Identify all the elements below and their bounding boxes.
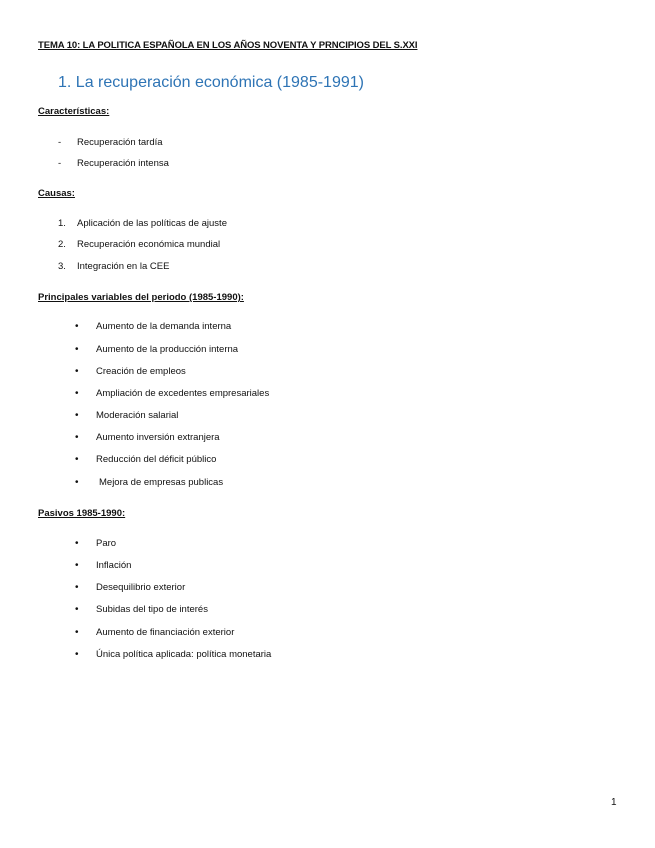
bullet-marker: • — [75, 538, 79, 549]
list-item-text: Recuperación intensa — [77, 158, 169, 169]
list-item-text: Aumento inversión extranjera — [96, 432, 220, 443]
dash-marker: - — [58, 158, 62, 169]
list-item — [75, 388, 269, 399]
section-heading-text: La recuperación económica (1985-1991) — [75, 74, 364, 91]
list-item-text: Integración en la CEE — [77, 261, 170, 272]
list-number: 1. — [58, 218, 66, 229]
list-item-text: Aumento de la producción interna — [96, 344, 239, 355]
pasivos-label: Pasivos 1985-1990: — [38, 508, 126, 519]
list-item-text: Aplicación de las políticas de ajuste — [77, 218, 227, 229]
list-item-text: Paro — [96, 538, 117, 549]
list-item — [58, 137, 163, 148]
list-item — [75, 410, 178, 421]
list-item — [58, 218, 227, 229]
list-item-text: Recuperación tardía — [77, 137, 163, 148]
bullet-marker: • — [75, 649, 79, 660]
list-item-text: Moderación salarial — [96, 410, 179, 421]
bullet-marker: • — [75, 410, 79, 421]
bullet-marker: • — [75, 388, 79, 399]
list-item-text: Recuperación económica mundial — [77, 239, 221, 250]
list-item — [75, 627, 234, 638]
list-item — [75, 321, 231, 332]
bullet-marker: • — [75, 604, 79, 615]
bullet-marker: • — [75, 366, 79, 377]
bullet-marker: • — [75, 344, 79, 355]
document-title: TEMA 10: LA POLITICA ESPAÑOLA EN LOS AÑOS NOVENTA Y PRNCIPIOS DEL S.XXI — [38, 40, 418, 51]
list-item — [58, 261, 169, 272]
bullet-marker: • — [75, 321, 79, 332]
list-item-text: Mejora de empresas publicas — [99, 477, 224, 488]
section-heading — [58, 74, 364, 92]
list-item-text: Subidas del tipo de interés — [96, 604, 208, 615]
bullet-marker: • — [75, 627, 79, 638]
bullet-marker: • — [75, 454, 79, 465]
list-item-text: Inflación — [96, 560, 132, 571]
list-item — [75, 432, 220, 443]
list-item-text: Aumento de financiación exterior — [96, 627, 235, 638]
list-item-text: Aumento de la demanda interna — [96, 321, 232, 332]
bullet-marker: • — [75, 432, 79, 443]
bullet-marker: • — [75, 477, 79, 488]
page-number: 1 — [611, 797, 617, 808]
list-item — [58, 158, 169, 169]
list-item — [75, 366, 186, 377]
list-item-text: Única política aplicada: política monetaria — [96, 649, 272, 660]
list-item — [75, 477, 223, 488]
dash-marker: - — [58, 137, 62, 148]
list-number: 3. — [58, 261, 66, 272]
list-item — [75, 560, 131, 571]
list-item — [75, 344, 238, 355]
list-item-text: Ampliación de excedentes empresariales — [96, 388, 270, 399]
section-number: 1. — [58, 74, 72, 91]
bullet-marker: • — [75, 560, 79, 571]
bullet-marker: • — [75, 582, 79, 593]
list-item — [75, 538, 116, 549]
list-item — [58, 239, 220, 250]
list-number: 2. — [58, 239, 66, 250]
causas-label: Causas: — [38, 188, 75, 199]
list-item-text: Creación de empleos — [96, 366, 186, 377]
list-item-text: Desequilibrio exterior — [96, 582, 186, 593]
list-item — [75, 582, 185, 593]
list-item — [75, 454, 216, 465]
variables-label: Principales variables del periodo (1985-1990): — [38, 292, 244, 303]
list-item — [75, 649, 271, 660]
list-item — [75, 604, 208, 615]
caracteristicas-label: Características: — [38, 106, 110, 117]
list-item-text: Reducción del déficit público — [96, 454, 217, 465]
